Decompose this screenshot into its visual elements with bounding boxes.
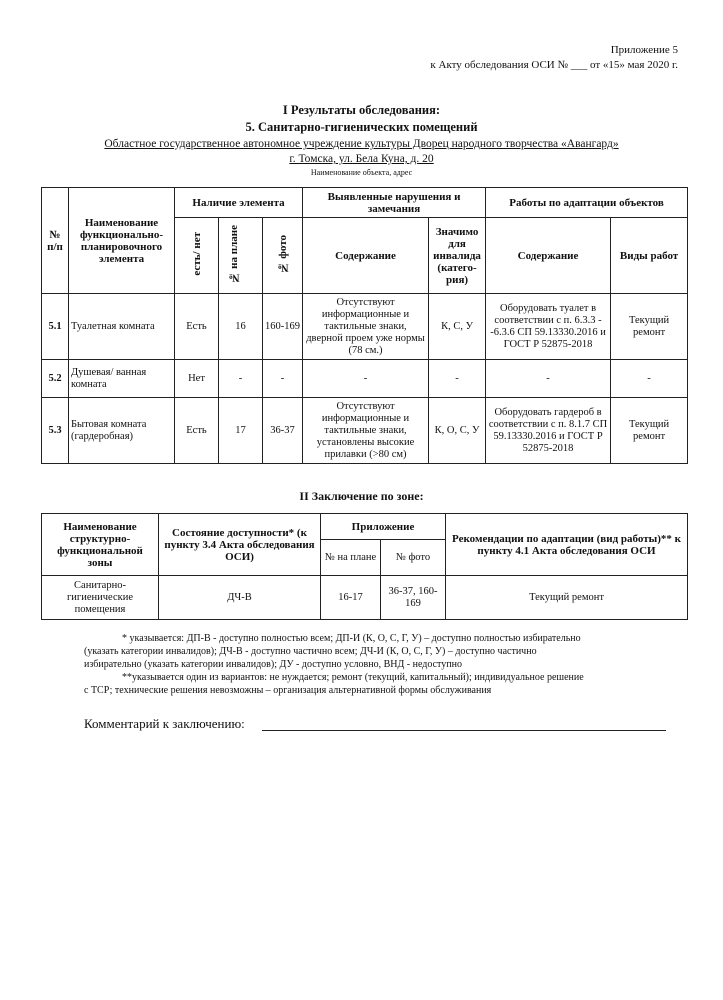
row-plan: -: [219, 360, 263, 398]
table-row: [42, 360, 688, 398]
row-name: Бытовая комната (гардеробная): [69, 398, 175, 464]
zone-recommendation: Текущий ремонт: [446, 576, 688, 620]
header-recommendations: Рекомендации по адаптации (вид работы)** к пункту 4.1 Акта обследования ОСИ: [446, 514, 688, 576]
header-works: Работы по адаптации объектов: [486, 188, 688, 218]
comment-input-line[interactable]: [262, 729, 666, 731]
zone-plan: 16-17: [321, 576, 381, 620]
row-photo: -: [263, 360, 303, 398]
zone-state: ДЧ-В: [159, 576, 321, 620]
row-work: Оборудовать туалет в соответствии с п. 6.3.3 - -6.3.6 СП 59.13330.2016 и ГОСТ Р 52875-2018: [486, 294, 611, 360]
row-significance: К, О, С, У: [429, 398, 486, 464]
row-photo: 36-37: [263, 398, 303, 464]
header-violations: Выявленные нарушения и замечания: [303, 188, 486, 218]
comment-label: Комментарий к заключению:: [84, 716, 245, 731]
header-appendix: Приложение: [321, 514, 446, 540]
row-violation: Отсутствуют информационные и тактильные знаки, установлены высокие прилавки (>80 см): [303, 398, 429, 464]
row-present: Есть: [175, 398, 219, 464]
note1-line2: (указать категории инвалидов); ДЧ-В - доступно частично всем; ДЧ-И (К, О, С, Г, У) – доступно частично: [84, 646, 537, 657]
row-name: Туалетная комната: [69, 294, 175, 360]
row-present: Нет: [175, 360, 219, 398]
header-presence: Наличие элемента: [175, 188, 303, 218]
row-plan: 17: [219, 398, 263, 464]
row-work: Оборудовать гардероб в соответствии с п. 8.1.7 СП 59.13330.2016 и ГОСТ Р 52875-2018: [486, 398, 611, 464]
row-violation: Отсутствуют информационные и тактильные знаки, дверной проем уже нормы (78 см.): [303, 294, 429, 360]
object-address: г. Томска, ул. Бела Куна, д. 20: [289, 153, 434, 165]
row-num: 5.1: [42, 294, 69, 360]
header-photo-number: № фото: [276, 234, 289, 274]
appendix-line2: к Акту обследования ОСИ № ___ от «15» мая 2020 г.: [430, 59, 678, 71]
results-table: [41, 187, 688, 464]
zone-name: Санитарно-гигиенические помещения: [42, 576, 159, 620]
header-violation-content: Содержание: [303, 218, 429, 294]
header-work-content: Содержание: [486, 218, 611, 294]
note2-line2: с ТСР; технические решения невозможны – организация альтернативной формы обслуживания: [84, 685, 492, 696]
header-accessibility-state: Состояние доступности* (к пункту 3.4 Акта обследования ОСИ): [159, 514, 321, 576]
appendix-line1: Приложение 5: [610, 44, 678, 56]
row-significance: -: [429, 360, 486, 398]
section1-subtitle: 5. Санитарно-гигиенических помещений: [245, 120, 478, 134]
conclusion-table: [41, 513, 688, 620]
table-row: [42, 576, 688, 620]
row-violation: -: [303, 360, 429, 398]
table-row: [42, 398, 688, 464]
note1-line1: * указывается: ДП-В - доступно полностью всем; ДП-И (К, О, С, Г, У) – доступно полностью избирательно: [122, 633, 581, 644]
section2-title: II Заключение по зоне:: [299, 489, 424, 503]
table-row: [42, 294, 688, 360]
row-photo: 160-169: [263, 294, 303, 360]
section1-title: I Результаты обследования:: [282, 103, 441, 117]
header-plan-number: № на плане: [227, 224, 240, 284]
header-element-name: Наименование функционально-планировочного элемента: [69, 188, 175, 294]
address-caption: Наименование объекта, адрес: [310, 168, 413, 177]
row-significance: К, С, У: [429, 294, 486, 360]
note2-line1: **указывается один из вариантов: не нуждается; ремонт (текущий, капитальный); индивидуальное решение: [122, 672, 584, 683]
row-plan: 16: [219, 294, 263, 360]
appendix-header: [430, 43, 678, 73]
organization-name: Областное государственное автономное учреждение культуры Дворец народного творчества «Авангард»: [104, 138, 619, 150]
row-num: 5.2: [42, 360, 69, 398]
row-num: 5.3: [42, 398, 69, 464]
row-name: Душевая/ ванная комната: [69, 360, 175, 398]
header-yes-no: есть/ нет: [190, 232, 203, 276]
row-work-type: Текущий ремонт: [611, 294, 688, 360]
header-significance: Значимо для инвалида (катего-рия): [429, 218, 486, 294]
row-work-type: -: [611, 360, 688, 398]
header-zone-plan: № на плане: [321, 540, 381, 576]
row-work-type: Текущий ремонт: [611, 398, 688, 464]
header-work-type: Виды работ: [611, 218, 688, 294]
row-work: -: [486, 360, 611, 398]
footnotes: [84, 632, 694, 697]
row-present: Есть: [175, 294, 219, 360]
header-num: № п/п: [42, 188, 69, 294]
zone-photo: 36-37, 160-169: [381, 576, 446, 620]
header-zone-name: Наименование структурно-функциональной зоны: [42, 514, 159, 576]
note1-line3: избирательно (указать категории инвалидов); ДУ - доступно условно, ВНД - недоступно: [84, 659, 462, 670]
header-zone-photo: № фото: [381, 540, 446, 576]
